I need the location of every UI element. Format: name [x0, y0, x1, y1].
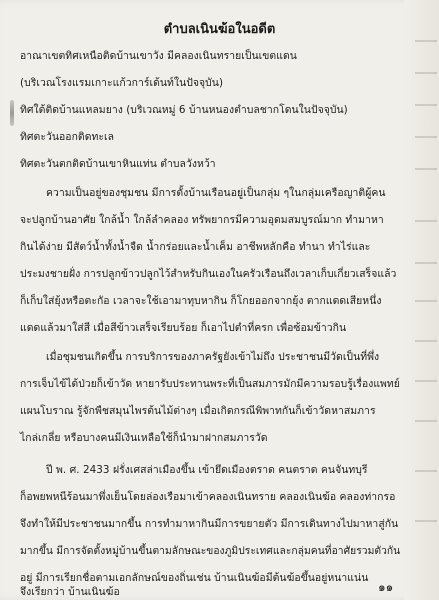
next-page-bleed	[404, 0, 439, 600]
paragraph-3-line-6: จึงเรียกว่า บ้านเนินฆ้อ	[20, 586, 120, 598]
paragraph-1-line-2: จะปลูกบ้านอาศัย ใกล้น้ำ ใกล้ลำคลอง ทรัพยากรมีความอุดมสมบูรณ์มาก ทำมาหา	[20, 214, 384, 226]
paragraph-3-line-2: ก็อพยพหนีร้อนมาพึ่งเย็นโดยล่องเรือมาเข้าคลองเนินทราย คลองเนินฆ้อ คลองท่ากรอ	[20, 491, 396, 503]
paragraph-3-line-5: อยู่ มีการเรียกชื่อตามเอกลักษณ์ของถิ่นเช่น บ้านเนินฆ้อมีต้นฆ้อขึ้นอยู่หนาแน่น	[20, 572, 369, 584]
paragraph-2-line-1: เมื่อชุมชนเกิดขึ้น การบริการของภาครัฐยังเข้าไม่ถึง ประชาชนมีวัดเป็นที่พึ่ง	[46, 351, 380, 363]
paragraph-3-line-1: ปี พ. ศ. 2433 ฝรั่งเศสล่าเมืองขึ้น เข้ายึดเมืองตราด คนตราด คนจันทบุรี	[46, 464, 368, 476]
page-title: ตำบลเนินฆ้อในอดีต	[163, 22, 276, 37]
boundary-west: ทิศตะวันตกติดบ้านเขาหินแท่น ตำบลวังหว้า	[20, 158, 216, 170]
boundary-north-note: (บริเวณโรงแรมเกาะแก้วการ์เด้นท์ในปัจจุบัน)	[20, 77, 224, 89]
paragraph-1-line-3: กินได้ง่าย มีสัตว์น้ำทั้งน้ำจืด น้ำกร่อยและน้ำเค็ม อาชีพหลักคือ ทำนา ทำไร่และ	[20, 241, 371, 253]
paragraph-1-line-4: ประมงชายฝั่ง การปลูกข้าวปลูกไว้สำหรับกินเองในครัวเรือนถึงเวลาเก็บเกี่ยวเสร็จแล้ว	[20, 268, 397, 280]
paragraph-2-line-3: แผนโบราณ รู้จักพืชสมุนไพรต้นไม้ต่างๆ เมื่อเกิดกรณีพิพาทกันก็เข้าวัดหาสมภาร	[20, 405, 376, 417]
paragraph-1-line-5: ก็เก็บใส่ยุ้งหรือตะกัอ เวลาจะใช้เอามาทุบหากิน ก็โกยออกจากยุ้ง ตากแดดเสียหนึ่ง	[20, 295, 382, 307]
page-number: ๑๑	[378, 580, 394, 594]
paragraph-1-line-6: แดดแล้วมาใส่สี เมื่อสีข้าวเสร็จเรียบร้อย ก็เอาไปตำที่ครก เพื่อซ้อมข้าวกิน	[20, 322, 347, 334]
boundary-south: ทิศใต้ติดบ้านแหลมยาง (บริเวณหมู่ 6 บ้านหนองตำบลชากโดนในปัจจุบัน)	[20, 104, 348, 116]
paragraph-2-line-4: ไกล่เกลี่ย หรือบางคนมีเงินเหลือใช้ก็นำมาฝากสมภารวัด	[20, 432, 268, 444]
boundary-north: อาณาเขตทิศเหนือติดบ้านเขาวัง มีคลองเนินทรายเป็นเขตแดน	[20, 50, 297, 62]
binding-mark	[10, 100, 14, 126]
paragraph-3-line-4: มากขึ้น มีการจัดตั้งหมู่บ้านขึ้นตามลักษณะของภูมิประเทศและกลุ่มคนที่อาศัยรวมตัวกัน	[20, 545, 401, 557]
paragraph-2-line-2: การเจ็บไข้ได้ป่วยก็เข้าวัด หายารับประทานพระที่เป็นสมภารมักมีความรอบรู้เรื่องแพทย์	[20, 378, 400, 390]
boundary-east: ทิศตะวันออกติดทะเล	[20, 131, 115, 143]
paragraph-3-line-3: จึงทำให้มีประชาชนมากขึ้น การทำมาหากินมีการขยายตัว มีการเดินทางไปมาหาสู่กัน	[20, 518, 399, 530]
paragraph-1-line-1: ความเป็นอยู่ของชุมชน มีการตั้งบ้านเรือนอยู่เป็นกลุ่ม ๆในกลุ่มเครือญาติผู้คน	[46, 187, 386, 199]
